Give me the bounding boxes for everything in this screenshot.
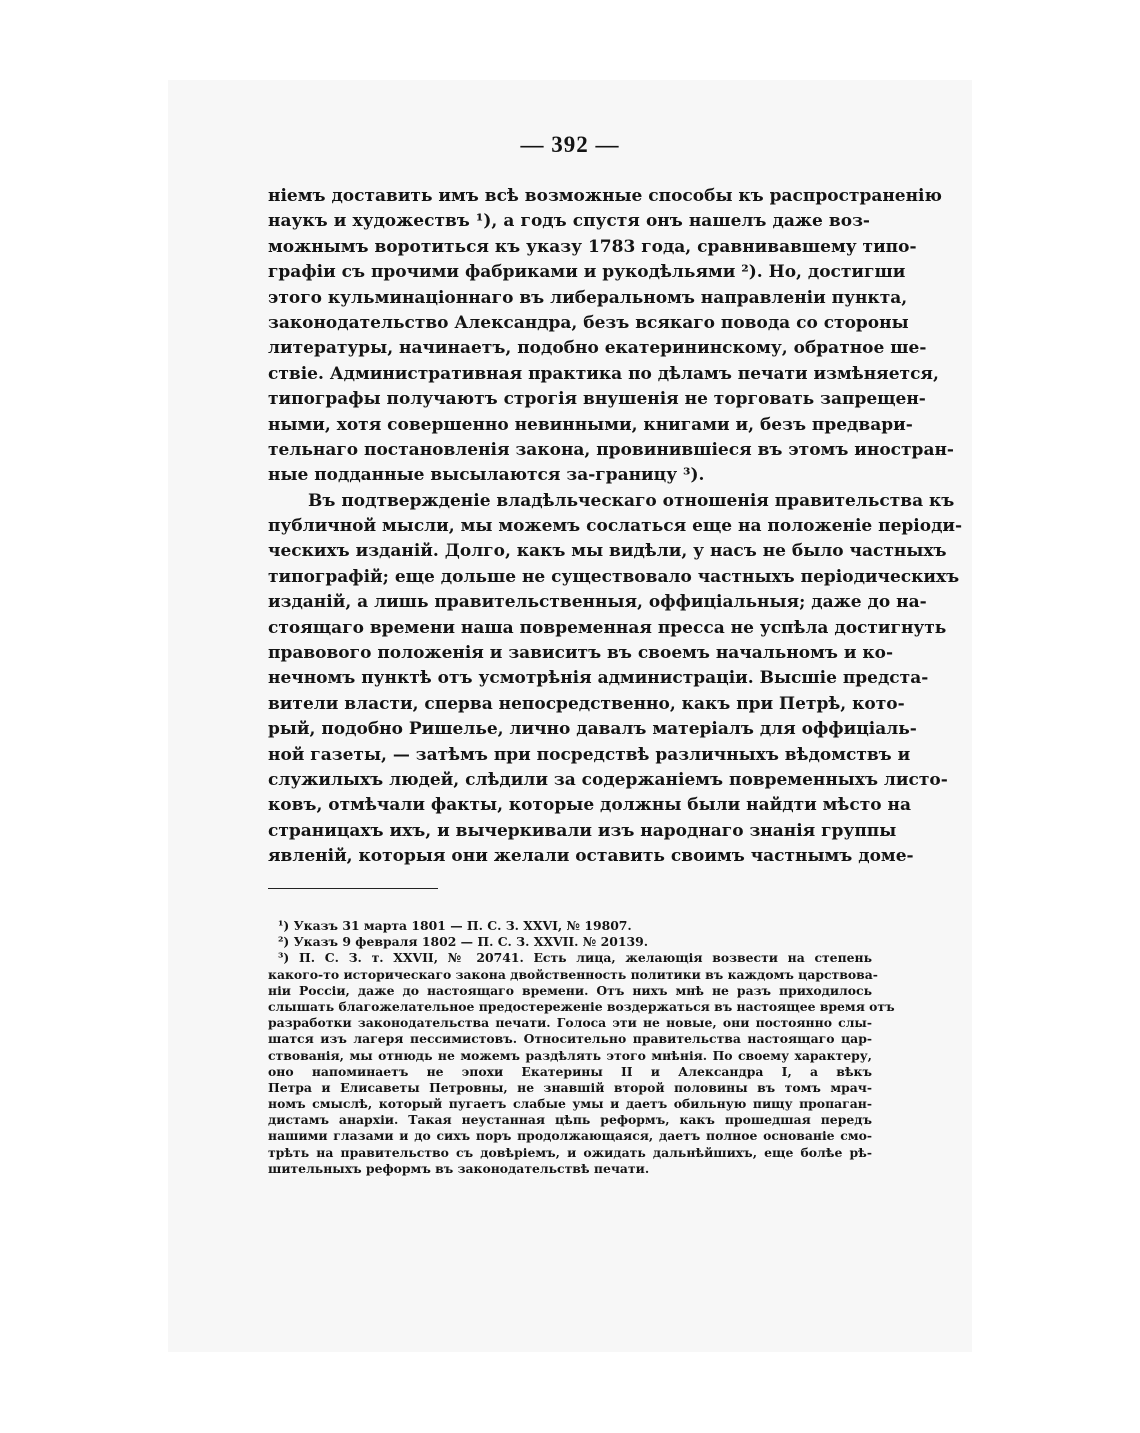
text-line: литературы, начинаетъ, подобно екатерининскому, обратное ше-	[268, 338, 927, 359]
footnote-line: ³) П. С. З. т. XXVII, № 20741. Есть лица, желающія возвести на степень	[278, 950, 872, 966]
text-line: законодательство Александра, безъ всякаго повода со стороны	[268, 312, 909, 333]
text-line: наукъ и художествъ ¹), а годъ спустя онъ нашелъ даже воз-	[268, 211, 870, 232]
text-line: ствіе. Административная практика по дѣламъ печати измѣняется,	[268, 363, 939, 384]
text-line: графіи съ прочими фабриками и рукодѣльями ²). Но, достигши	[268, 262, 906, 283]
footnote-line: дистамъ анархіи. Такая неустанная цѣпь реформъ, какъ прошедшая передъ	[268, 1112, 872, 1128]
footnote-line: ствованія, мы отнюдь не можемъ раздѣлять этого мнѣнія. По своему характеру,	[268, 1047, 872, 1063]
footnote-line: какого-то историческаго закона двойственность политики въ каждомъ царствова-	[268, 966, 878, 982]
footnotes	[268, 918, 895, 1177]
text-line: ческихъ изданій. Долго, какъ мы видѣли, у насъ не было частныхъ	[268, 541, 947, 562]
text-line: вители власти, сперва непосредственно, какъ при Петрѣ, кото-	[268, 693, 905, 714]
text-line: этого кульминаціоннаго въ либеральномъ направленіи пункта,	[268, 287, 908, 308]
footnote-line: разработки законодательства печати. Голоса эти не новые, они постоянно слы-	[268, 1015, 872, 1031]
text-line: типографы получаютъ строгія внушенія не торговать запрещен-	[268, 389, 926, 410]
text-line: страницахъ ихъ, и вычеркивали изъ народнаго знанія группы	[268, 820, 897, 841]
text-line: можнымъ воротиться къ указу 1783 года, сравнивавшему типо-	[268, 236, 917, 257]
text-line: правового положенія и зависитъ въ своемъ начальномъ и ко-	[268, 643, 894, 664]
footnote-line: номъ смыслѣ, который пугаетъ слабые умы и даетъ обильную пищу пропаган-	[268, 1096, 872, 1112]
text-line: тельнаго постановленія закона, провинившіеся въ этомъ иностран-	[268, 439, 954, 460]
text-line: стоящаго времени наша повременная пресса не успѣла достигнуть	[268, 617, 947, 638]
text-line: рый, подобно Ришелье, лично давалъ матеріалъ для оффиціаль-	[268, 719, 917, 740]
footnote-separator	[268, 888, 438, 889]
text-line: ными, хотя совершенно невинными, книгами и, безъ предвари-	[268, 414, 913, 435]
text-line: публичной мысли, мы можемъ сослаться еще на положеніе періоди-	[268, 516, 963, 537]
page-number: — 392 —	[520, 132, 620, 157]
footnote-line: Петра и Елисаветы Петровны, не знавшій второй половины въ томъ мрач-	[268, 1079, 872, 1095]
footnote-line: шительныхъ реформъ въ законодательствѣ печати.	[268, 1160, 650, 1176]
text-line: нечномъ пунктѣ отъ усмотрѣнія администраціи. Высшіе предста-	[268, 668, 929, 689]
text-line: ной газеты, — затѣмъ при посредствѣ различныхъ вѣдомствъ и	[268, 744, 911, 765]
footnote-line: шатся изъ лагеря пессимистовъ. Относительно правительства настоящаго цар-	[268, 1031, 872, 1047]
main-text	[268, 184, 963, 870]
footnote-line: слышать благожелательное предостереженіе воздержаться въ настоящее время отъ	[268, 998, 895, 1014]
footnote-line: ¹) Указъ 31 марта 1801 — П. С. З. XXVI, № 19807.	[278, 918, 632, 933]
text-line: типографій; еще дольше не существовало частныхъ періодическихъ	[268, 566, 960, 587]
footnote-line: нашими глазами и до сихъ поръ продолжающаяся, даетъ полное основаніе смо-	[268, 1128, 872, 1144]
text-line: изданій, а лишь правительственныя, оффиціальныя; даже до на-	[268, 592, 927, 613]
text-line: ные подданные высылаются за-границу ³).	[268, 465, 705, 486]
paragraph-start-line: Въ подтвержденіе владѣльческаго отношенія правительства къ	[308, 490, 955, 511]
text-line: явленій, которыя они желали оставить своимъ частнымъ доме-	[268, 846, 914, 867]
footnote-line: оно напоминаетъ не эпохи Екатерины II и Александра I, а вѣкъ	[268, 1063, 872, 1079]
text-line: ковъ, отмѣчали факты, которые должны были найдти мѣсто на	[268, 795, 911, 816]
footnote-line: ²) Указъ 9 февраля 1802 — П. С. З. XXVII. № 20139.	[278, 934, 649, 950]
text-line: служилыхъ людей, слѣдили за содержаніемъ повременныхъ листо-	[268, 769, 948, 790]
footnote-line: ніи Россіи, даже до настоящаго времени. Отъ нихъ мнѣ не разъ приходилось	[268, 982, 872, 998]
footnote-line: трѣть на правительство съ довѣріемъ, и ожидать дальнѣйшихъ, еще болѣе рѣ-	[268, 1144, 872, 1160]
text-line: ніемъ доставить имъ всѣ возможные способы къ распространенію	[268, 186, 942, 206]
